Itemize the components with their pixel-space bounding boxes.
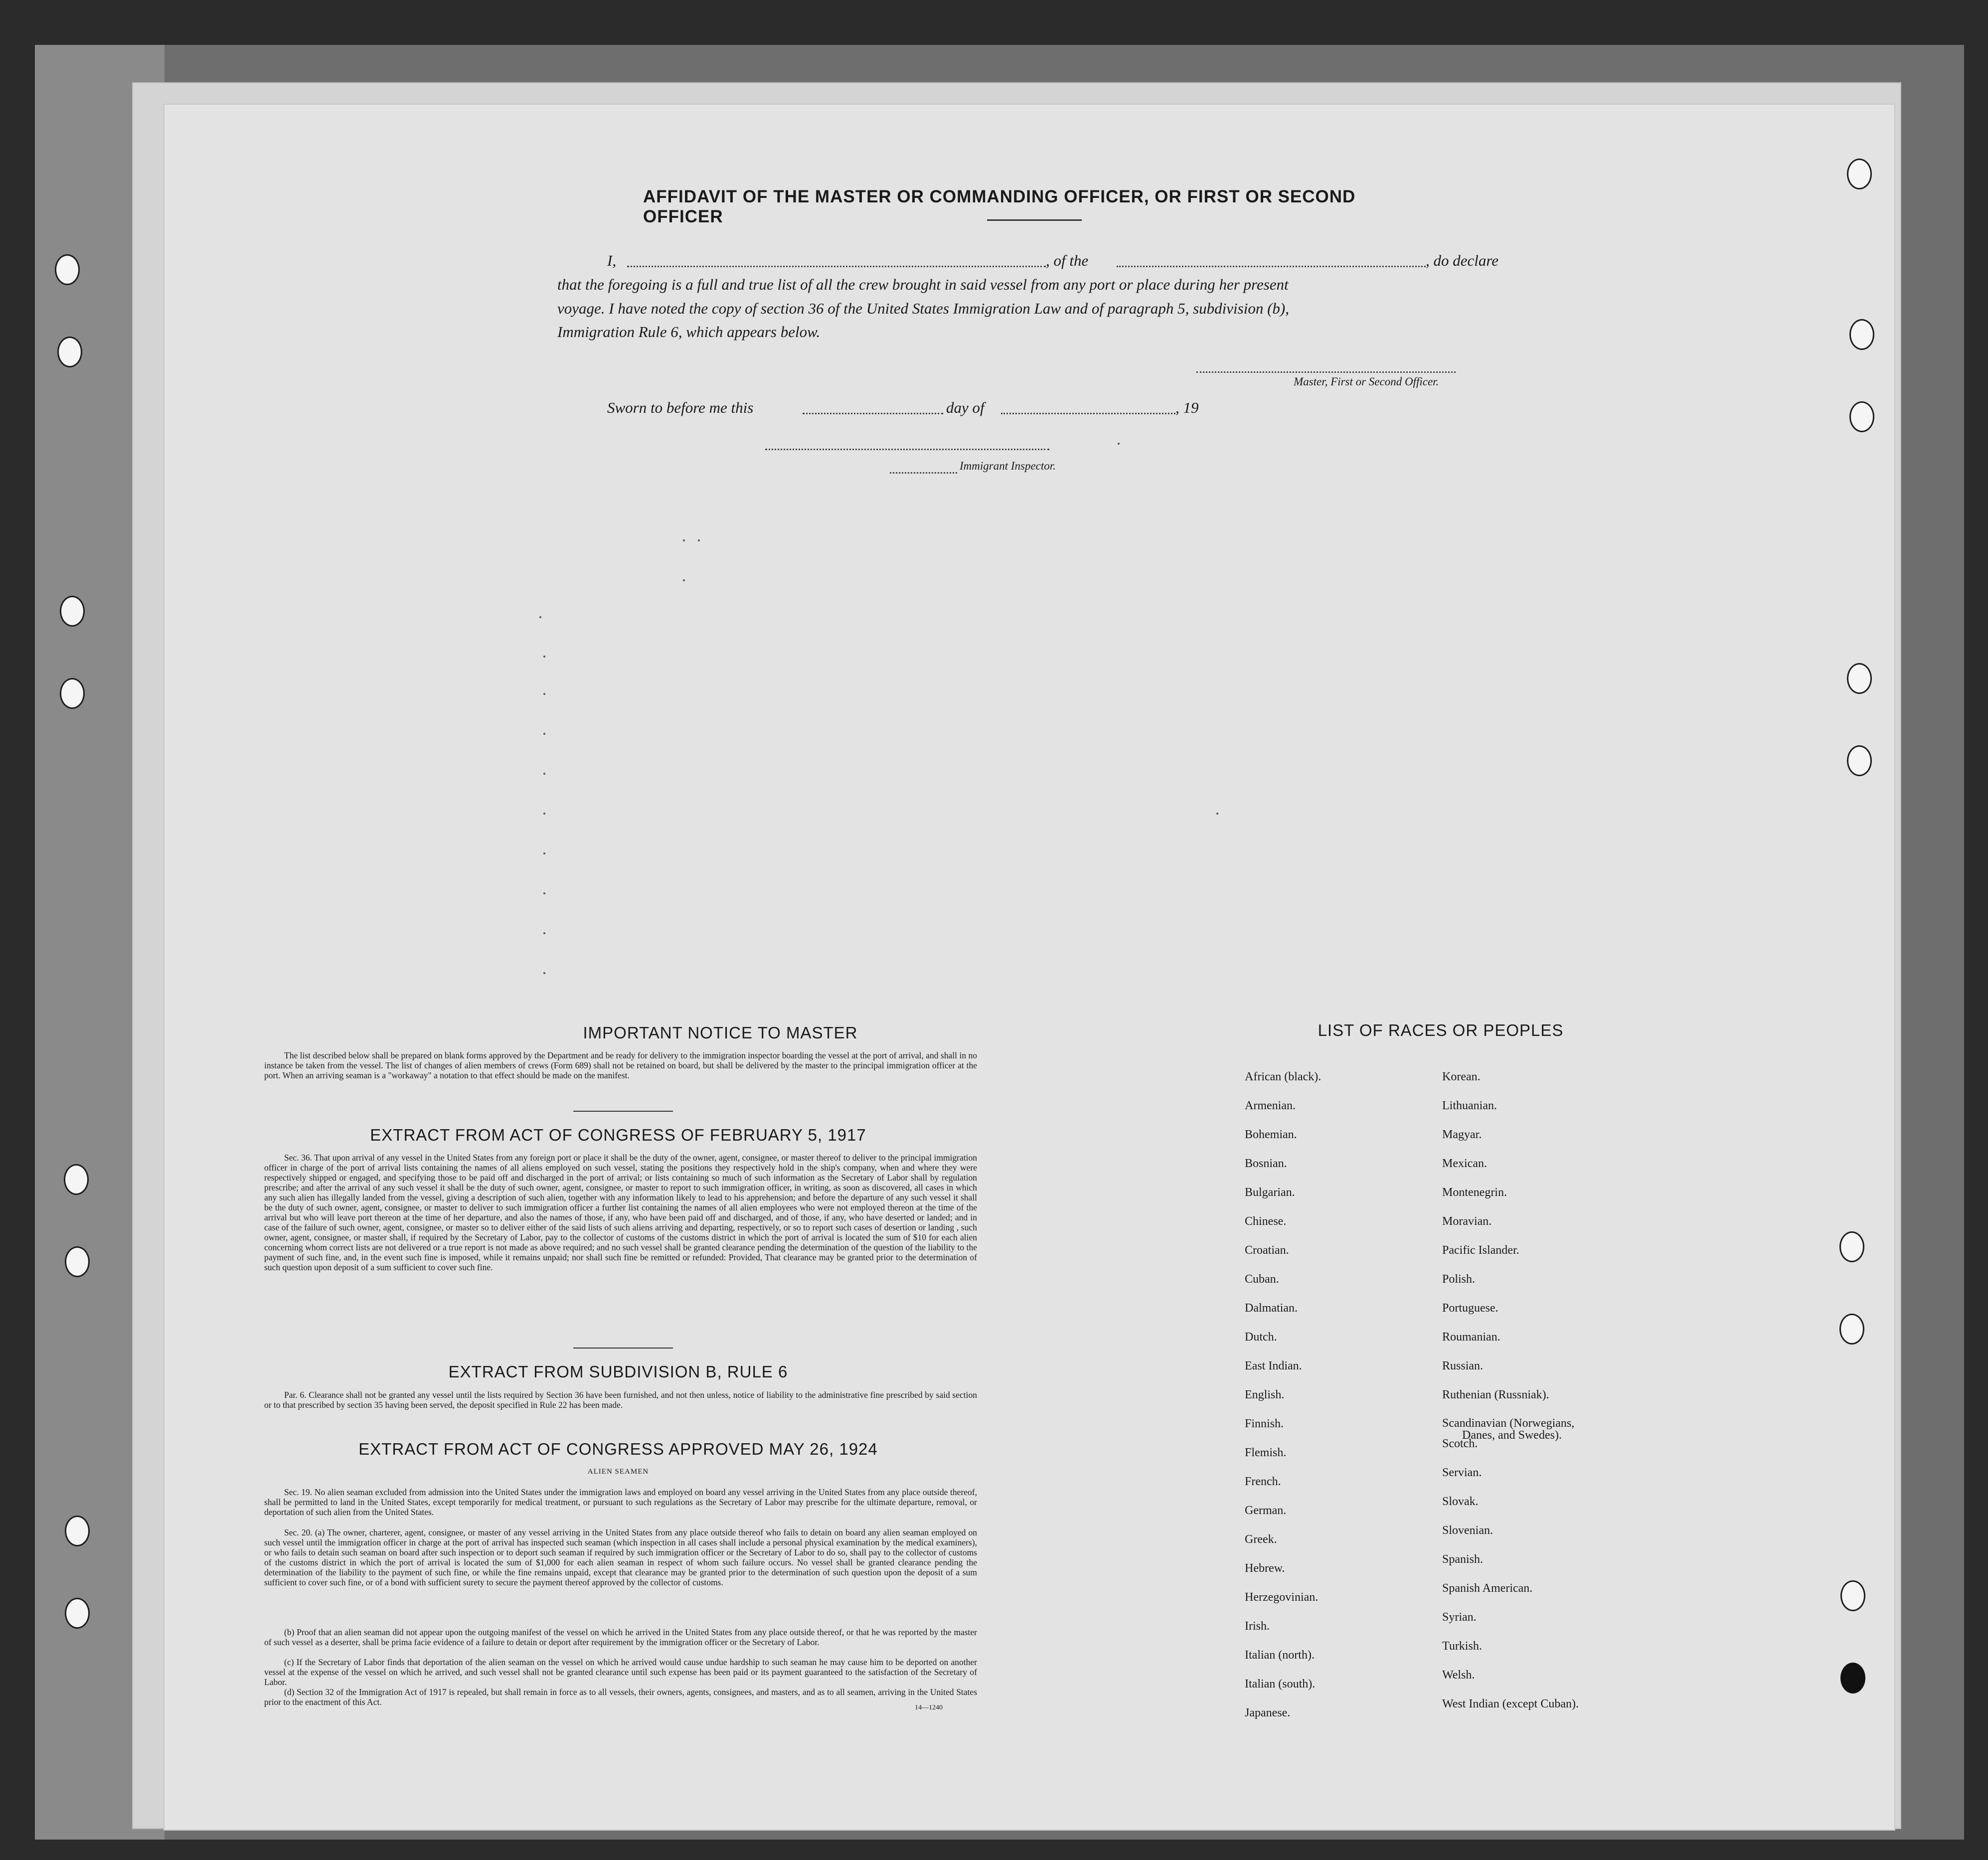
extract-1924-p3: (b) Proof that an alien seaman did not appear upon the outgoing manifest of the vessel on which he arrived in the United States from any place outside thereof, or that he was reported by the master of such vessel as a deserter, shall be prima facie evidence of a failure to detain or deport after requirement by the immigration officer or the Secretary of Labor. xyxy=(264,1627,977,1647)
extract-1924-p1: Sec. 19. No alien seaman excluded from admission into the United States under the immigration laws and employed on board any vessel arriving in the United States from any place outside thereof, shall be permitted to land in the United States, except temporarily for medical treatment, or pursuant to such regulations as the Secretary of Labor may prescribe for the ultimate departure, removal, or deportation of such alien from the United States. xyxy=(264,1487,977,1517)
show-through-mark xyxy=(543,972,545,974)
title-rule xyxy=(987,219,1082,221)
binder-hole-icon xyxy=(1840,1663,1865,1693)
race-item: Spanish American. xyxy=(1442,1582,1533,1595)
show-through-mark xyxy=(543,892,545,894)
race-item: Korean. xyxy=(1442,1070,1481,1083)
race-item: German. xyxy=(1245,1504,1287,1517)
race-item-line: Danes, and Swedes). xyxy=(1462,1429,1562,1442)
race-item: Slovenian. xyxy=(1442,1524,1493,1537)
race-item: Spanish. xyxy=(1442,1553,1484,1566)
affidavit-line-2: that the foregoing is a full and true list of all the crew brought in said vessel from any port or place during her present xyxy=(557,276,1289,293)
vessel-blank[interactable] xyxy=(1117,266,1426,267)
race-item: Syrian. xyxy=(1442,1611,1477,1624)
extract-1924-title: EXTRACT FROM ACT OF CONGRESS APPROVED MAY 26, 1924 xyxy=(358,1440,878,1458)
race-item: Flemish. xyxy=(1245,1446,1287,1459)
binder-hole-icon xyxy=(1847,159,1872,189)
race-item: Italian (north). xyxy=(1245,1649,1315,1662)
show-through-mark xyxy=(543,773,545,775)
show-through-mark xyxy=(543,852,545,854)
race-item: Roumanian. xyxy=(1442,1331,1500,1344)
binder-hole-icon xyxy=(64,1164,89,1195)
extract-1924-p5: (d) Section 32 of the Immigration Act of 1917 is repealed, but shall remain in force as to all vessels, their owners, agents, consignees, and masters, and as to all seamen, arriving in the United States prior to the enactment of this Act. xyxy=(264,1687,977,1707)
sworn-label: Sworn to before me this xyxy=(607,399,754,416)
binder-hole-icon xyxy=(57,337,82,367)
affidavit-line-4: Immigration Rule 6, which appears below. xyxy=(557,323,821,340)
binder-hole-icon xyxy=(65,1598,90,1629)
binder-hole-icon xyxy=(60,678,85,709)
master-signature-blank[interactable] xyxy=(1196,371,1456,373)
race-item: Dalmatian. xyxy=(1245,1302,1298,1315)
show-through-mark xyxy=(543,813,545,815)
affidavit-declare: , do declare xyxy=(1426,252,1499,269)
race-item: Japanese. xyxy=(1245,1706,1291,1719)
race-item: Irish. xyxy=(1245,1620,1270,1633)
race-item: Chinese. xyxy=(1245,1215,1287,1228)
section-rule xyxy=(573,1348,673,1349)
inspector-label: Immigrant Inspector. xyxy=(960,460,1056,472)
inspector-signature-blank[interactable] xyxy=(765,449,1049,450)
race-item: Polish. xyxy=(1442,1273,1476,1286)
master-signature-label: Master, First or Second Officer. xyxy=(1294,375,1439,388)
races-title: LIST OF RACES OR PEOPLES xyxy=(1318,1021,1564,1039)
show-through-mark xyxy=(539,616,541,618)
binder-hole-icon xyxy=(1840,1580,1865,1611)
races-left-column xyxy=(1245,1070,1321,1735)
race-item: Mexican. xyxy=(1442,1157,1487,1170)
race-item: Croatian. xyxy=(1245,1244,1289,1257)
race-item: Finnish. xyxy=(1245,1417,1284,1430)
extract-1917-text: Sec. 36. That upon arrival of any vessel in the United States from any foreign port or place it shall be the duty of the owner, agent, consignee, or master thereof to deliver to the principal immigration officer in charge of the port of arrival lists containing the names of all aliens employed on such vessel, stating the positions they respectively hold in the ship's company, when and where they were respectively shipped or engaged, and specifying those to be paid off and discharged in the port of arrival; or lists containing so much of such information as the Secretary of Labor shall by regulation prescribe; and after the arrival of any such vessel it shall be the duty of such owner, agent, consignee, or master to report to such immigration officer, in writing, as soon as discovered, all cases in which any such alien has illegally landed from the vessel, giving a description of such alien, together with any information likely to lead to his apprehension; and before the departure of any such vessel it shall be the duty of such owner, agent, consignee, or master to deliver to such immigration officer a further list containing the names of all alien employees who were not employed thereon at the time of the arrival but who will leave port thereon at the time of her departure, and also the names of those, if any, who have been paid off and discharged, and of those, if any, who have deserted or landed; and in case of the failure of such owner, agent, consignee, or master so to deliver either of the said lists of such aliens arriving and departing, respectively, or so to report such cases of desertion or landing , such owner, agent, consignee, or master shall, if required by the Secretary of Labor, pay to the collector of customs of the customs district in which the port of arrival is located the sum of $10 for each alien concerning whom correct lists are not delivered or a true report is not made as above required; and no such vessel shall be granted clearance pending the determination of the question of the liability to the payment of such fine, and, in the event such fine is imposed, while it remains unpaid; nor shall such fine be remitted or refunded: Provided, That clearance may be granted prior to the determination of such question upon deposit of a sum sufficient to cover such fine. xyxy=(264,1153,977,1272)
race-item: Scotch. xyxy=(1442,1437,1478,1450)
race-item: Italian (south). xyxy=(1245,1678,1316,1691)
binder-hole-icon xyxy=(65,1246,90,1277)
race-item: Montenegrin. xyxy=(1442,1186,1507,1199)
binder-hole-icon xyxy=(1849,401,1874,432)
race-item: African (black). xyxy=(1245,1070,1322,1083)
show-through-mark xyxy=(543,932,545,934)
race-item: Greek. xyxy=(1245,1533,1277,1546)
race-item: West Indian (except Cuban). xyxy=(1442,1697,1579,1710)
affidavit-title: AFFIDAVIT OF THE MASTER OR COMMANDING OFFICER, OR FIRST OR SECOND OFFICER xyxy=(643,187,1356,226)
section-rule xyxy=(573,1111,673,1112)
show-through-mark xyxy=(683,579,685,581)
show-through-mark xyxy=(543,693,545,695)
race-item: Magyar. xyxy=(1442,1128,1482,1141)
race-item: Russian. xyxy=(1442,1359,1484,1372)
name-blank[interactable] xyxy=(627,266,1046,267)
race-item: Portuguese. xyxy=(1442,1302,1498,1315)
race-item: Bohemian. xyxy=(1245,1128,1297,1141)
race-item: Dutch. xyxy=(1245,1331,1277,1344)
race-item: Welsh. xyxy=(1442,1669,1475,1682)
form-number: 14—1240 xyxy=(915,1704,943,1711)
notice-title: IMPORTANT NOTICE TO MASTER xyxy=(583,1023,858,1042)
race-item: Bulgarian. xyxy=(1245,1186,1295,1199)
affidavit-line-3: voyage. I have noted the copy of section 36 of the United States Immigration Law and of paragraph 5, subdivision (b), xyxy=(557,300,1289,317)
binder-hole-icon xyxy=(1839,1231,1864,1262)
extract-1924-subtitle: ALIEN SEAMEN xyxy=(587,1468,649,1476)
race-item-line: Scandinavian (Norwegians, xyxy=(1442,1417,1575,1430)
race-item: Herzegovinian. xyxy=(1245,1591,1319,1604)
show-through-mark xyxy=(1118,443,1120,445)
binder-hole-icon xyxy=(65,1516,90,1546)
day-of-label: day of xyxy=(946,399,985,416)
race-item: Pacific Islander. xyxy=(1442,1244,1519,1257)
affidavit-of-the: , of the xyxy=(1046,252,1089,269)
extract-1924-p4: (c) If the Secretary of Labor finds that deportation of the alien seaman on the vessel on which he arrived would cause undue hardship to such seaman he may cause him to be deported on another vessel at the expense of the vessel on which he arrived, and such vessel shall not be granted clearance until such expense has been paid or its payment guaranteed to the satisfaction of the Secretary of Labor. xyxy=(264,1657,977,1687)
races-right-column xyxy=(1442,1070,1579,1726)
race-item: Ruthenian (Russniak). xyxy=(1442,1388,1549,1401)
affidavit-i: I, xyxy=(607,252,617,269)
notice-text: The list described below shall be prepared on blank forms approved by the Department and be ready for delivery to the immigration inspector boarding the vessel at the port of arrival, and shall in no instance be taken from the vessel. The list of changes of alien members of crews (Form 689) shall not be retained on board, but shall be delivered by the master to the principal immigration officer at the port. When an arriving seaman is a "workaway" a notation to that effect should be made on the manifest. xyxy=(264,1050,977,1080)
race-item: East Indian. xyxy=(1245,1359,1302,1372)
race-item: Bosnian. xyxy=(1245,1157,1287,1170)
race-item: Lithuanian. xyxy=(1442,1099,1497,1112)
sworn-month-blank[interactable] xyxy=(1001,413,1175,414)
race-item: Hebrew. xyxy=(1245,1562,1285,1575)
binder-hole-icon xyxy=(1847,663,1872,694)
extract-1924-p2: Sec. 20. (a) The owner, charterer, agent, consignee, or master of any vessel arriving in the United States from any place outside thereof who fails to detain on board any alien seaman employed on such vessel until the immigration officer in charge at the port of arrival has inspected such seaman (which inspection in all cases shall include a personal physical examination by the medical examiners), or who fails to detain such seaman on board after such inspection or to deport such seaman if required by such immigration officer or the Secretary of Labor to do so, shall pay to the collector of customs of the customs district in which the port of arrival is located the sum of $1,000 for each alien seaman in respect of whom such failure occurs. No vessel shall be granted clearance pending the determination of the liability to the payment of such fine, or while the fine remains unpaid, except that clearance may be granted prior to the determination of such question upon the deposit of a sum sufficient to cover such fine, or of a bond with sufficient surety to secure the payment thereof approved by the collector of customs. xyxy=(264,1527,977,1587)
show-through-mark xyxy=(543,733,545,735)
race-item: Turkish. xyxy=(1442,1640,1482,1653)
show-through-mark xyxy=(683,539,685,541)
race-item: Slovak. xyxy=(1442,1495,1479,1508)
binder-hole-icon xyxy=(1839,1314,1864,1345)
extract-rule6-text: Par. 6. Clearance shall not be granted any vessel until the lists required by Section 36 have been furnished, and not then unless, notice of liability to the administrative fine prescribed by said section or to that prescribed by section 35 having been served, the deposit specified in Rule 22 has been made. xyxy=(264,1390,977,1410)
race-item: Servian. xyxy=(1442,1466,1482,1479)
race-item: Cuban. xyxy=(1245,1273,1279,1286)
sworn-day-blank[interactable] xyxy=(803,413,943,414)
binder-hole-icon xyxy=(55,254,80,285)
show-through-mark xyxy=(698,539,700,541)
show-through-mark xyxy=(1216,813,1218,815)
year-label: , 19 xyxy=(1175,399,1199,416)
race-item: English. xyxy=(1245,1388,1285,1401)
inspector-signature-blank-2[interactable] xyxy=(890,472,957,474)
binder-hole-icon xyxy=(1849,319,1874,350)
binder-hole-icon xyxy=(60,596,85,627)
show-through-mark xyxy=(543,656,545,658)
extract-1917-title: EXTRACT FROM ACT OF CONGRESS OF FEBRUARY 5, 1917 xyxy=(370,1126,866,1144)
race-item: French. xyxy=(1245,1475,1281,1488)
race-item: Armenian. xyxy=(1245,1099,1296,1112)
binder-hole-icon xyxy=(1847,745,1872,776)
extract-rule6-title: EXTRACT FROM SUBDIVISION B, RULE 6 xyxy=(448,1362,788,1381)
race-item: Moravian. xyxy=(1442,1215,1492,1228)
